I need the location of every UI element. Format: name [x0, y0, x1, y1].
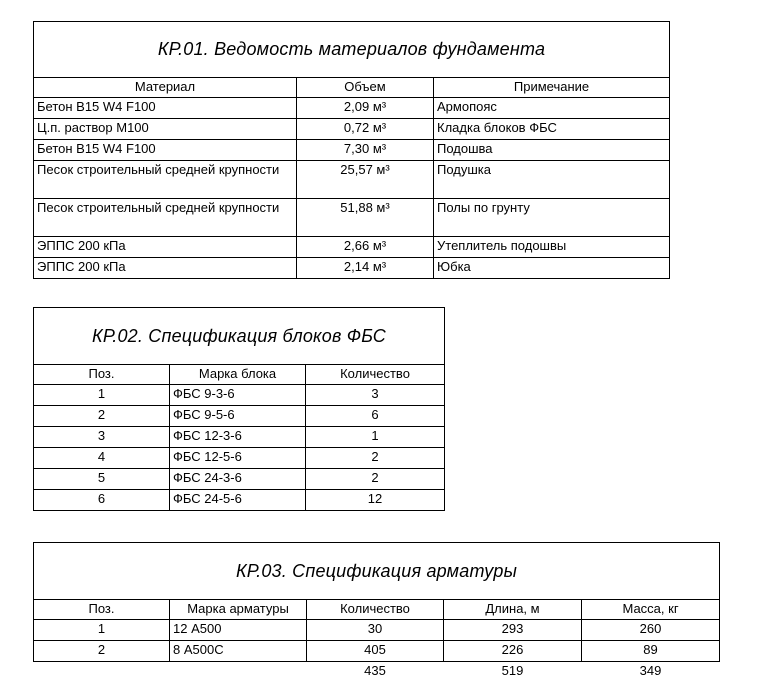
cell-mass: 260 — [582, 620, 720, 641]
cell-quantity: 1 — [306, 427, 445, 448]
cell-quantity: 12 — [306, 490, 445, 511]
rebar-spec-table — [33, 542, 720, 683]
header-position: Поз. — [34, 365, 170, 385]
cell-quantity: 2 — [306, 448, 445, 469]
cell-quantity: 2 — [306, 469, 445, 490]
cell-block-mark: ФБС 12-5-6 — [170, 448, 306, 469]
header-length: Длина, м — [444, 600, 582, 620]
table-row — [34, 448, 445, 469]
cell-position: 3 — [34, 427, 170, 448]
cell-quantity: 30 — [307, 620, 444, 641]
cell-material: ЭППС 200 кПа — [34, 237, 297, 258]
table-row — [34, 140, 670, 161]
header-position: Поз. — [34, 600, 170, 620]
cell-note: Кладка блоков ФБС — [434, 119, 670, 140]
cell-note: Подушка — [434, 161, 670, 199]
total-rebar-mark — [170, 662, 307, 683]
header-volume: Объем — [297, 78, 434, 98]
cell-position: 2 — [34, 406, 170, 427]
cell-material: Ц.п. раствор М100 — [34, 119, 297, 140]
cell-block-mark: ФБС 9-3-6 — [170, 385, 306, 406]
header-material: Материал — [34, 78, 297, 98]
cell-material: Песок строительный средней крупности — [34, 161, 297, 199]
cell-rebar-mark: 12 А500 — [170, 620, 307, 641]
header-block-mark: Марка блока — [170, 365, 306, 385]
totals-row — [34, 662, 720, 683]
cell-position: 1 — [34, 620, 170, 641]
table-row — [34, 161, 670, 199]
total-quantity: 435 — [364, 663, 386, 678]
fbs-blocks-spec-title: КР.02. Спецификация блоков ФБС — [34, 308, 445, 365]
cell-quantity: 405 — [307, 641, 444, 662]
rebar-spec-title: КР.03. Спецификация арматуры — [34, 543, 720, 600]
header-quantity: Количество — [307, 600, 444, 620]
cell-volume: 0,72 м³ — [297, 119, 434, 140]
cell-position: 2 — [34, 641, 170, 662]
cell-mass: 89 — [582, 641, 720, 662]
table-row — [34, 406, 445, 427]
cell-material: ЭППС 200 кПа — [34, 258, 297, 279]
table-row — [34, 385, 445, 406]
cell-block-mark: ФБС 24-5-6 — [170, 490, 306, 511]
total-mass: 349 — [639, 663, 662, 678]
cell-note: Юбка — [434, 258, 670, 279]
cell-note: Полы по грунту — [434, 199, 670, 237]
table-row — [34, 119, 670, 140]
cell-volume: 25,57 м³ — [297, 161, 434, 199]
cell-note: Армопояс — [434, 98, 670, 119]
table-row — [34, 427, 445, 448]
cell-material: Бетон B15 W4 F100 — [34, 140, 297, 161]
header-rebar-mark: Марка арматуры — [170, 600, 307, 620]
fbs-blocks-spec-table — [33, 307, 445, 511]
cell-note: Утеплитель подошвы — [434, 237, 670, 258]
cell-block-mark: ФБС 12-3-6 — [170, 427, 306, 448]
cell-length: 293 — [444, 620, 582, 641]
cell-position: 4 — [34, 448, 170, 469]
cell-material: Песок строительный средней крупности — [34, 199, 297, 237]
cell-quantity: 6 — [306, 406, 445, 427]
total-position — [34, 662, 170, 683]
table-row — [34, 237, 670, 258]
cell-block-mark: ФБС 9-5-6 — [170, 406, 306, 427]
cell-position: 6 — [34, 490, 170, 511]
materials-schedule-table — [33, 21, 670, 279]
table-row — [34, 199, 670, 237]
table-row — [34, 620, 720, 641]
cell-volume: 2,14 м³ — [297, 258, 434, 279]
table-row — [34, 490, 445, 511]
header-note: Примечание — [434, 78, 670, 98]
cell-position: 1 — [34, 385, 170, 406]
table-row — [34, 469, 445, 490]
cell-rebar-mark: 8 А500С — [170, 641, 307, 662]
cell-note: Подошва — [434, 140, 670, 161]
cell-quantity: 3 — [306, 385, 445, 406]
cell-length: 226 — [444, 641, 582, 662]
cell-volume: 7,30 м³ — [297, 140, 434, 161]
materials-schedule-title: КР.01. Ведомость материалов фундамента — [34, 22, 670, 78]
cell-volume: 2,66 м³ — [297, 237, 434, 258]
table-row — [34, 258, 670, 279]
cell-block-mark: ФБС 24-3-6 — [170, 469, 306, 490]
table-row — [34, 641, 720, 662]
cell-volume: 2,09 м³ — [297, 98, 434, 119]
table-row — [34, 98, 670, 119]
cell-volume: 51,88 м³ — [297, 199, 434, 237]
cell-material: Бетон B15 W4 F100 — [34, 98, 297, 119]
header-quantity: Количество — [306, 365, 445, 385]
cell-position: 5 — [34, 469, 170, 490]
total-length: 519 — [501, 663, 524, 678]
header-mass: Масса, кг — [582, 600, 720, 620]
